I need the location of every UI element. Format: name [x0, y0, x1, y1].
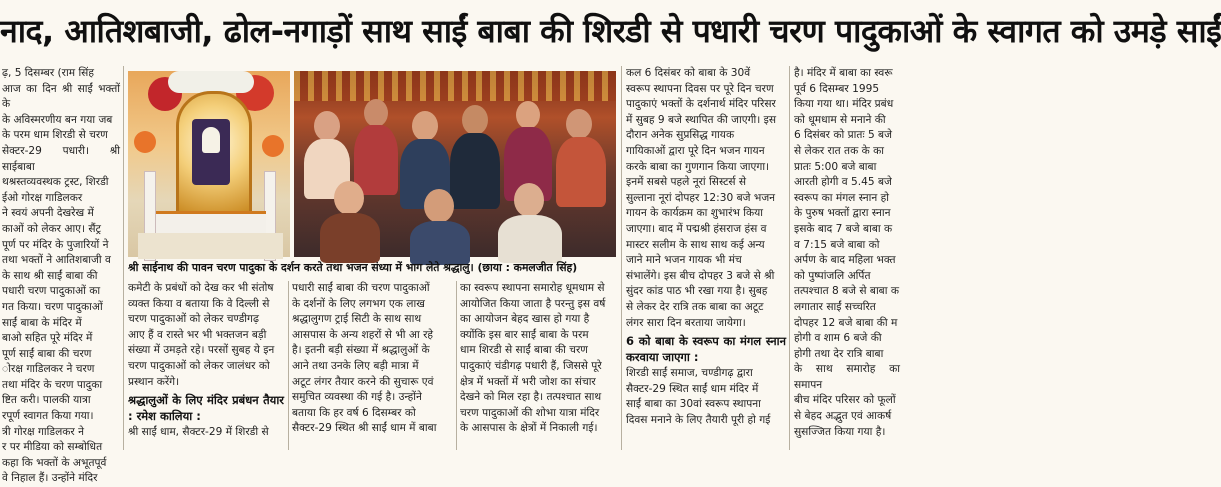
article-line: देखने को मिल रहा है। तत्पश्चात साथ — [460, 391, 602, 404]
article-line: लंगर सारा दिन बरताया जायेगा। — [626, 316, 746, 329]
article-line: इनमें सबसे पहले नूरां सिस्टर्स से — [626, 176, 747, 189]
article-line: श्री साईं धाम, सैक्टर-29 में शिरडी से — [128, 426, 269, 439]
article-line: ढ़, 5 दिसम्बर (राम सिंह — [2, 67, 94, 79]
article-line: के दर्शनों के लिए लगभग एक लाख — [292, 297, 425, 310]
column-divider — [123, 66, 124, 450]
article-line: आने तथा उनके लिए बड़ी मात्रा में — [292, 359, 419, 372]
column-divider — [288, 281, 289, 450]
article-column-5 — [626, 66, 786, 450]
article-line: पूर्व 6 दिसम्बर 1995 — [794, 82, 880, 95]
article-line: ईओ गोरक्ष गाडिलकर — [2, 191, 83, 204]
article-line: सुंदर कांड पाठ भी रखा गया है। सुबह — [626, 285, 768, 298]
article-line: का स्वरूप स्थापना समारोह धूमधाम से — [460, 282, 605, 294]
article-line: के पुरुष भक्तों द्वारा स्नान — [794, 207, 891, 220]
article-line: को पुष्पांजलि अर्पित — [794, 269, 871, 282]
article-line: के साथ श्री साईं बाबा की — [2, 269, 98, 282]
article-line: क्षेत्र में भक्तों में भरी जोश का संचार — [460, 375, 596, 388]
column-divider — [456, 281, 457, 450]
article-line: से लेकर देर रात्रि तक बाबा का अटूट — [626, 300, 764, 313]
article-line: साईं बाबा का 30वां स्वरूप स्थापना — [626, 398, 761, 411]
article-line: स्वरूप का मंगल स्नान हो — [794, 191, 890, 204]
article-line: तत्पश्चात 8 बजे से बाबा क — [794, 285, 899, 298]
article-line: लगातार साईं सच्चरित — [794, 300, 876, 313]
article-line: पधारी साईं बाबा की चरण पादुकाओं — [292, 282, 430, 294]
article-line: पादुकाएं भक्तों के दर्शनार्थ मंदिर परिसर — [626, 98, 776, 111]
article-line: से बेहद अद्भुत एवं आकर्ष — [794, 410, 892, 423]
article-line: कहा कि भक्तों के अभूतपूर्व — [2, 456, 107, 469]
article-line: बीच मंदिर परिसर को फूलों — [794, 394, 896, 407]
article-line: ोरक्ष गाडिलकर ने चरण — [2, 363, 95, 376]
article-line: के परम धाम शिरडी से चरण — [2, 129, 108, 142]
article-line: श्रद्धालुगण ट्राई सिटी के साथ साथ — [292, 313, 422, 326]
article-line: पूर्ण साईं बाबा की चरण — [2, 347, 92, 360]
article-line: है। मंदिर में बाबा का स्वरू — [794, 67, 893, 79]
article-line: स्वरूप स्थापना दिवस पर पूरे दिन चरण — [626, 82, 774, 95]
article-line: के आसपास के क्षेत्रों में निकाली गई। — [460, 422, 598, 435]
article-line: थश्रस्तव्यवस्थक ट्रस्ट, शिरडी — [2, 176, 109, 189]
article-line: साईं बाबा के मंदिर में — [2, 316, 82, 329]
article-subheading: श्रद्धालुओं के लिए मंदिर प्रबंधन तैयार : रमेश कालिया : — [128, 393, 284, 424]
article-line: मास्टर सलीम के साथ साथ कई अन्य — [626, 238, 765, 251]
article-line: रपूर्ण स्वागत किया गया। — [2, 410, 94, 423]
article-line: का आयोजन बेहद खास हो गया है — [460, 313, 590, 326]
article-line: व्यक्त किया व बताया कि वे दिल्ली से — [128, 297, 270, 310]
article-line: बाओ सहित पूरे मंदिर में — [2, 332, 93, 345]
article-line: धाम शिरडी से साईं बाबा की चरण — [460, 344, 588, 357]
article-line: होगी व शाम 6 बजे की — [794, 332, 882, 345]
article-line: दोपहर 12 बजे बाबा की म — [794, 316, 898, 329]
article-line: पधारी चरण पादुकाओं का — [2, 285, 101, 298]
article-line: करके बाबा का गुणगान किया जाएगा। — [626, 160, 770, 173]
article-line: त्री गोरक्ष गाडिलकर ने — [2, 425, 84, 438]
article-line: आसपास के अन्य शहरों से भी आ रहे — [292, 328, 434, 341]
article-line: चरण पादुकाओं को लेकर चण्डीगढ़ — [128, 313, 259, 326]
article-line: क्योंकि इस बार साईं बाबा के परम — [460, 328, 589, 341]
article-line: तथा भक्तों ने आतिशबाजी व — [2, 254, 111, 267]
article-line: आए हैं व रास्ते भर भी भक्तजन बड़ी — [128, 328, 267, 341]
article-line: अर्पण के बाद महिला भक्त — [794, 254, 896, 267]
article-line: काओं को लेकर आए। सैंट्र — [2, 222, 101, 235]
article-line: सैक्टर-29 स्थित साईं धाम मंदिर में — [626, 382, 759, 395]
crowd-photo — [294, 71, 616, 257]
article-line: जाएगा। बाद में पद्मश्री हंसराज हंस व — [626, 222, 767, 235]
article-line: कल 6 दिसंबर को बाबा के 30वें — [626, 67, 751, 79]
article-line: जाने माने भजन गायक भी मंच — [626, 254, 742, 267]
article-line: ष्टित करी। पालकी यात्रा — [2, 394, 91, 407]
article-line: संभालेंगे। इस बीच दोपहर 3 बजे से श्री — [626, 269, 775, 282]
article-column-3 — [292, 281, 452, 450]
article-subheading: 6 को बाबा के स्वरूप का मंगल स्नान करवाया जाएगा : — [626, 334, 786, 365]
article-line: पादुकाएं चंडीगढ़ पधारी हैं, जिससे पूरे — [460, 359, 602, 372]
article-line: 6 दिसंबर को प्रातः 5 बजे — [794, 129, 892, 142]
article-line: सेक्टर-29 पधारी। श्री साईबाबा — [2, 144, 120, 173]
article-line: प्रस्थान करेंगे। — [128, 375, 180, 388]
article-line: प्रातः 5:00 बजे बाबा — [794, 160, 877, 173]
article-line: वे निहाल हैं। उन्होंने मंदिर — [2, 472, 98, 485]
article-line: र पर मीडिया को सम्बोधित — [2, 441, 103, 454]
article-line: के अविस्मरणीय बन गया जब — [2, 113, 113, 126]
article-line: समुचित व्यवस्था की गई है। उन्होंने — [292, 391, 422, 404]
article-line: ने स्वयं अपनी देखरेख में — [2, 207, 94, 220]
article-line: सैक्टर-29 स्थित श्री साईं धाम में बाबा — [292, 422, 437, 435]
photo-caption: श्री साईनाथ की पावन चरण पादुका के दर्शन करते तथा भजन संध्या में भाग लेते श्रद्धालु। (छाया : कमलजीत सिंह) — [128, 261, 578, 274]
column-divider — [789, 66, 790, 450]
shrine-photo — [128, 71, 290, 257]
article-line: चरण पादुकाओं को लेकर जालंधर को — [128, 359, 270, 372]
article-line: आयोजित किया जाता है परन्तु इस वर्ष — [460, 297, 606, 310]
article-line: है। इतनी बड़ी संख्या में श्रद्धालुओं के — [292, 344, 430, 357]
article-line: तथा मंदिर के चरण पादुका — [2, 378, 103, 391]
article-line: दौरान अनेक सुप्रसिद्ध गायक — [626, 129, 735, 142]
article-line: किया गया था। मंदिर प्रबंध — [794, 98, 894, 111]
article-column-4 — [460, 281, 618, 450]
article-line: कमेटी के प्रबंधों को देख कर भी संतोष — [128, 282, 274, 294]
article-line: सुल्ताना नूरां दोपहर 12:30 बजे भजन — [626, 191, 776, 204]
column-divider — [621, 66, 622, 450]
article-column-2 — [128, 281, 284, 450]
article-line: सुसज्जित किया गया है। — [794, 425, 886, 438]
article-line: गत किया। चरण पादुकाओं — [2, 300, 103, 313]
article-line: शिरडी साईं समाज, चण्डीगढ़ द्वारा — [626, 367, 753, 380]
article-line: संख्या में उमड़ते रहे। परसों सुबह ये इन — [128, 344, 275, 357]
article-line: में सुबह 9 बजे स्थापित की जाएगी। इस — [626, 113, 777, 126]
article-line: दिवस मनाने के लिए तैयारी पूरी हो गई — [626, 413, 771, 426]
article-line: को धूमधाम से मनाने की — [794, 113, 886, 126]
article-line: से लेकर रात तक के का — [794, 144, 884, 157]
article-column-1 — [2, 66, 120, 485]
article-line: अटूट लंगर तैयार करने की सुचारू एवं — [292, 375, 434, 388]
article-line: के साथ समारोह का समापन — [794, 363, 900, 391]
article-line: चरण पादुकाओं की शोभा यात्रा मंदिर — [460, 406, 600, 419]
article-column-6 — [794, 66, 900, 450]
article-line: होगी तथा देर रात्रि बाबा — [794, 347, 884, 360]
headline: नाद, आतिशबाजी, ढोल-नगाड़ों साथ साईं बाबा की शिरडी से पधारी चरण पादुकाओं के स्वागत को उमड़े साईं — [0, 12, 1221, 50]
article-line: इसके बाद 7 बजे बाबा क — [794, 222, 893, 235]
article-line: बताया कि हर वर्ष 6 दिसम्बर को — [292, 406, 416, 419]
article-line: आज का दिन श्री साईं भक्तों के — [2, 82, 120, 111]
article-line: व 7:15 बजे बाबा को — [794, 238, 880, 251]
article-line: आरती होगी व 5.45 बजे — [794, 176, 892, 189]
article-line: गायिकाओं द्वारा पूरे दिन भजन गायन — [626, 144, 765, 157]
article-line: पूर्ण पर मंदिर के पुजारियों ने — [2, 238, 109, 251]
article-line: गायन के कार्यक्रम का शुभारंभ किया — [626, 207, 764, 220]
